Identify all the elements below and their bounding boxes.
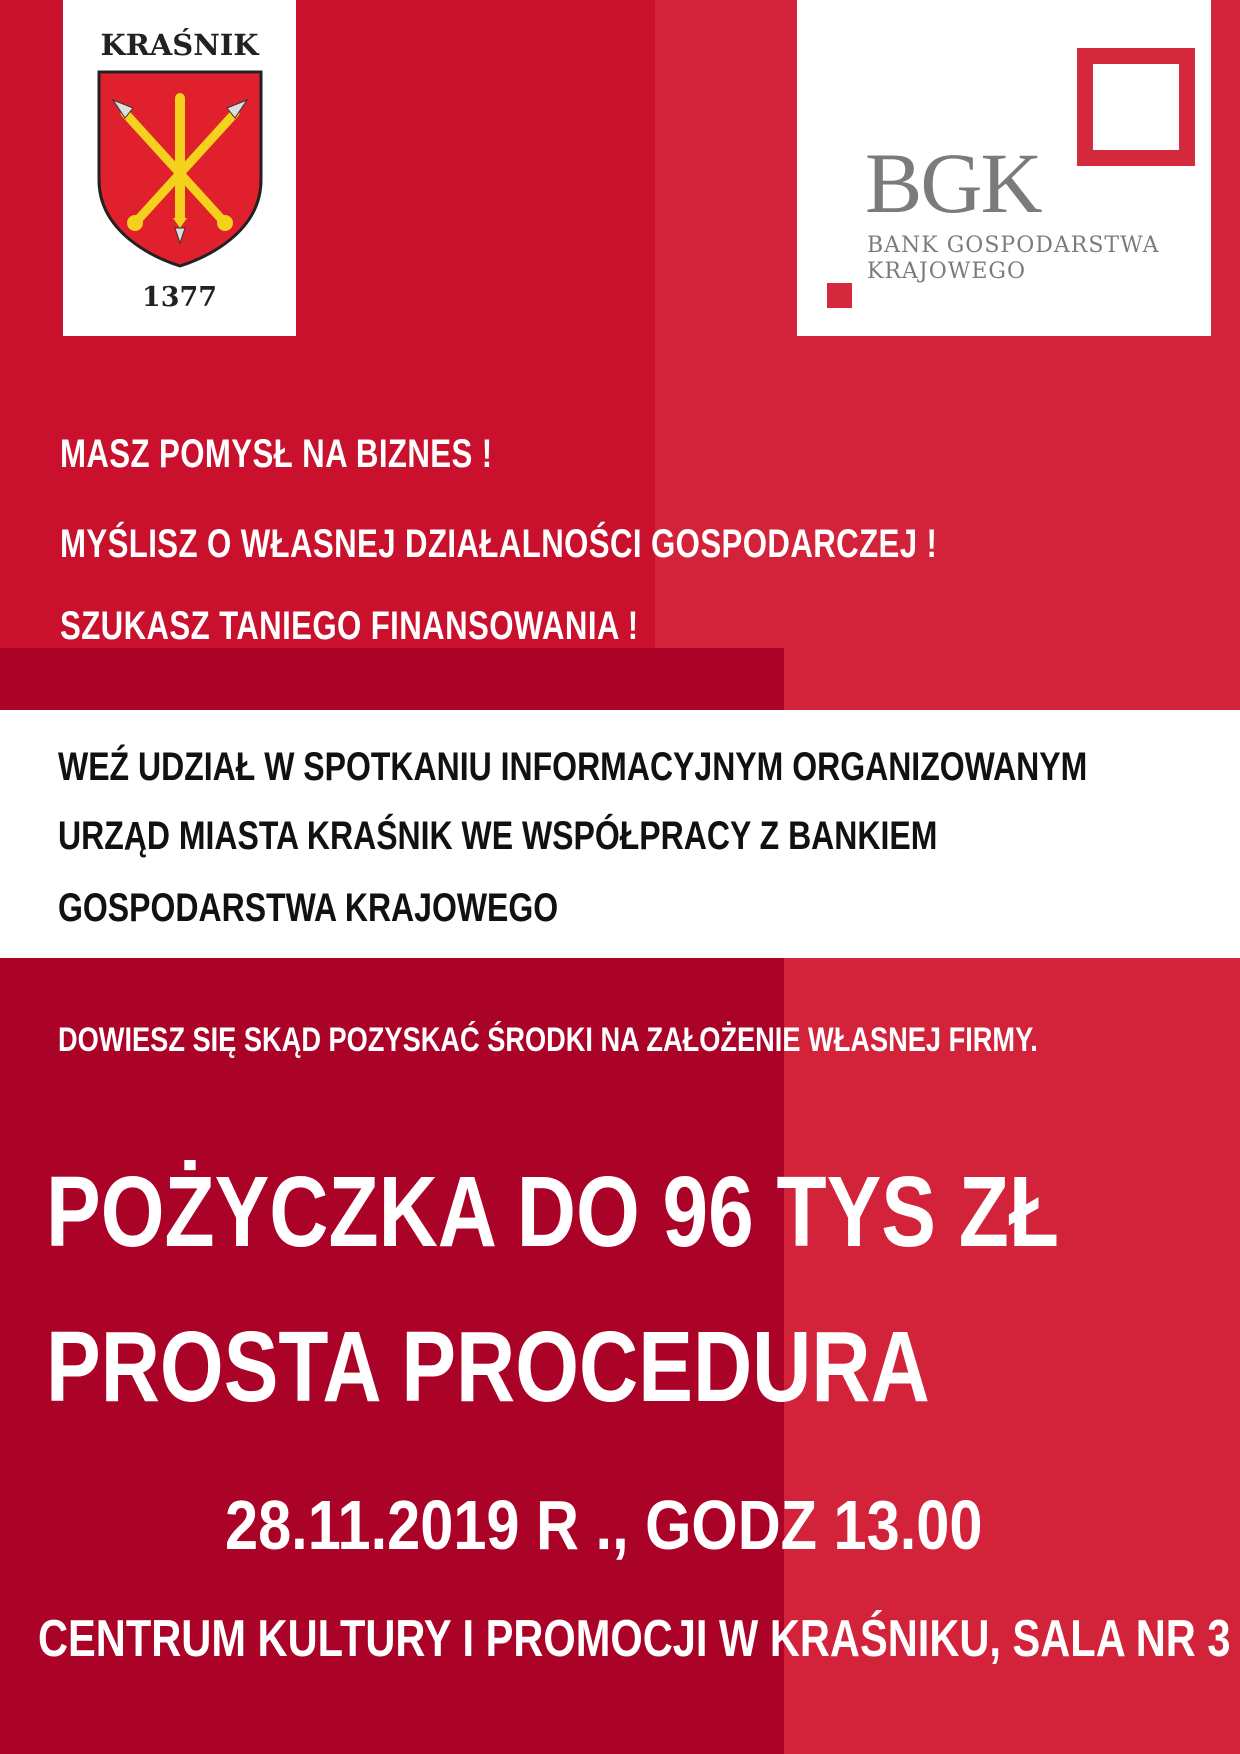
invitation-line-2: URZĄD MIASTA KRAŚNIK WE WSPÓŁPRACY Z BANKIEM [58,814,938,858]
krasnik-logo-name: KRAŚNIK [100,28,259,62]
bgk-name-line2: KRAJOWEGO [867,259,1027,284]
krasnik-logo-year: 1377 [141,282,218,313]
event-venue: CENTRUM KULTURY I PROMOCJI W KRAŚNIKU, SALA NR 3 [38,1610,1231,1668]
invitation-line-1: WEŹ UDZIAŁ W SPOTKANIU INFORMACYJNYM ORGANIZOWANYM [58,745,1088,789]
learn-text: DOWIESZ SIĘ SKĄD POZYSKAĆ ŚRODKI NA ZAŁOŻENIE WŁASNEJ FIRMY. [58,1021,1038,1059]
event-datetime: 28.11.2019 R ., GODZ 13.00 [225,1486,983,1564]
bgk-square-icon [1077,48,1195,166]
invitation-line-3: GOSPODARSTWA KRAJOWEGO [58,886,559,930]
headline-line-2: MYŚLISZ O WŁASNEJ DZIAŁALNOŚCI GOSPODARCZEJ ! [60,522,938,566]
bg-mid-left [0,648,784,710]
krasnik-coat-of-arms-icon [95,68,265,268]
bgk-abbrev: BGK [865,135,1041,231]
bgk-small-square-icon [827,283,852,308]
bgk-logo [797,0,1211,336]
offer-loan: POŻYCZKA DO 96 TYS ZŁ [46,1156,1059,1268]
headline-line-1: MASZ POMYSŁ NA BIZNES ! [60,432,493,476]
krasnik-logo [63,0,296,336]
headline-line-3: SZUKASZ TANIEGO FINANSOWANIA ! [60,604,639,648]
offer-procedure: PROSTA PROCEDURA [46,1311,930,1423]
bgk-name-line1: BANK GOSPODARSTWA [867,233,1160,258]
bg-mid-right [784,648,1240,710]
